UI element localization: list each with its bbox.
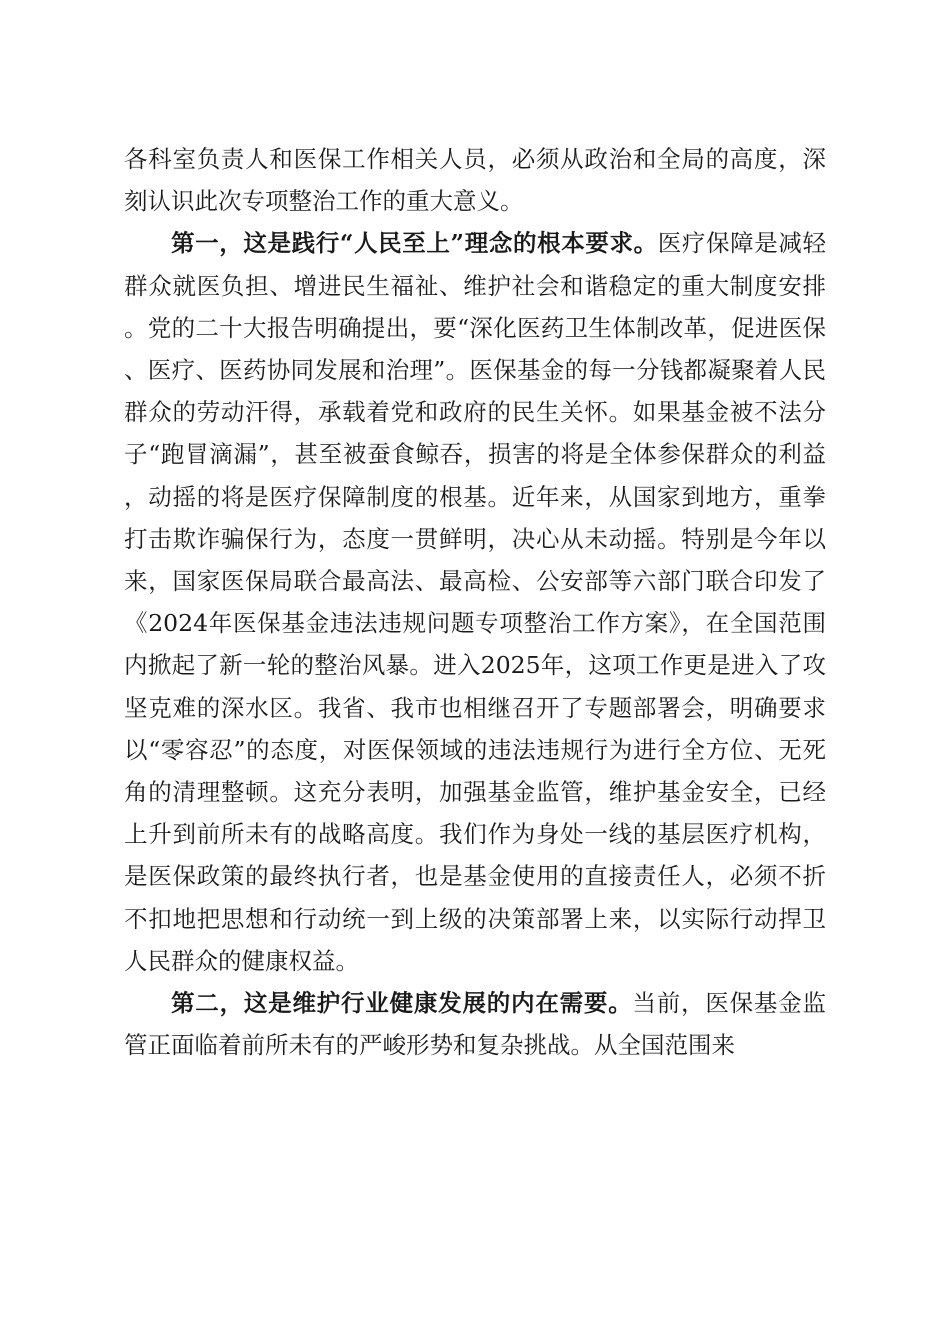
second-point-body: 当前，医保基金监管正面临着前所未有的严峻形势和复杂挑战。从全国范围来 (124, 989, 827, 1060)
first-point-body: 医疗保障是减轻群众就医负担、增进民生福祉、维护社会和谐稳定的重大制度安排。党的二十大报告明确提出，要“深化医药卫生体制改革，促进医保、医疗、医药协同发展和治理”。医保基金的每一分钱都凝聚着人民群众的劳动汗得，承载着党和政府的民生关怀。如果基金被不法分子“跑冒滴漏”，甚至被蚕食鲸吞，损害的将是全体参保群众的利益，动摇的将是医疗保障制度的根基。近年来，从国家到地方，重拳打击欺诈骗保行为，态度一贯鲜明，决心从未动摇。特别是今年以来，国家医保局联合最高法、最高检、公安部等六部门联合印发了《2024年医保基金违法违规问题专项整治工作方案》，在全国范围内掀起了新一轮的整治风暴。进入2025年，这项工作更是进入了攻坚克难的深水区。我省、我市也相继召开了专题部署会，明确要求以“零容忍”的态度，对医保领域的违法违规行为进行全方位、无死角的清理整顿。这充分表明，加强基金监管，维护基金安全，已经上升到前所未有的战略高度。我们作为身处一线的基层医疗机构，是医保政策的最终执行者，也是基金使用的直接责任人，必须不折不扣地把思想和行动统一到上级的决策部署上来，以实际行动捍卫人民群众的健康权益。 (124, 229, 827, 975)
document-body (124, 138, 826, 1066)
first-point-heading: 第一，这是践行“人民至上”理念的根本要求。 (171, 229, 658, 258)
paragraph-continuation: 各科室负责人和医保工作相关人员，必须从政治和全局的高度，深刻认识此次专项整治工作的重大意义。 (124, 145, 826, 216)
paragraph-first-point (124, 222, 826, 982)
second-point-heading: 第二，这是维护行业健康发展的内在需要。 (171, 989, 633, 1018)
paragraph-second-point (124, 982, 826, 1066)
